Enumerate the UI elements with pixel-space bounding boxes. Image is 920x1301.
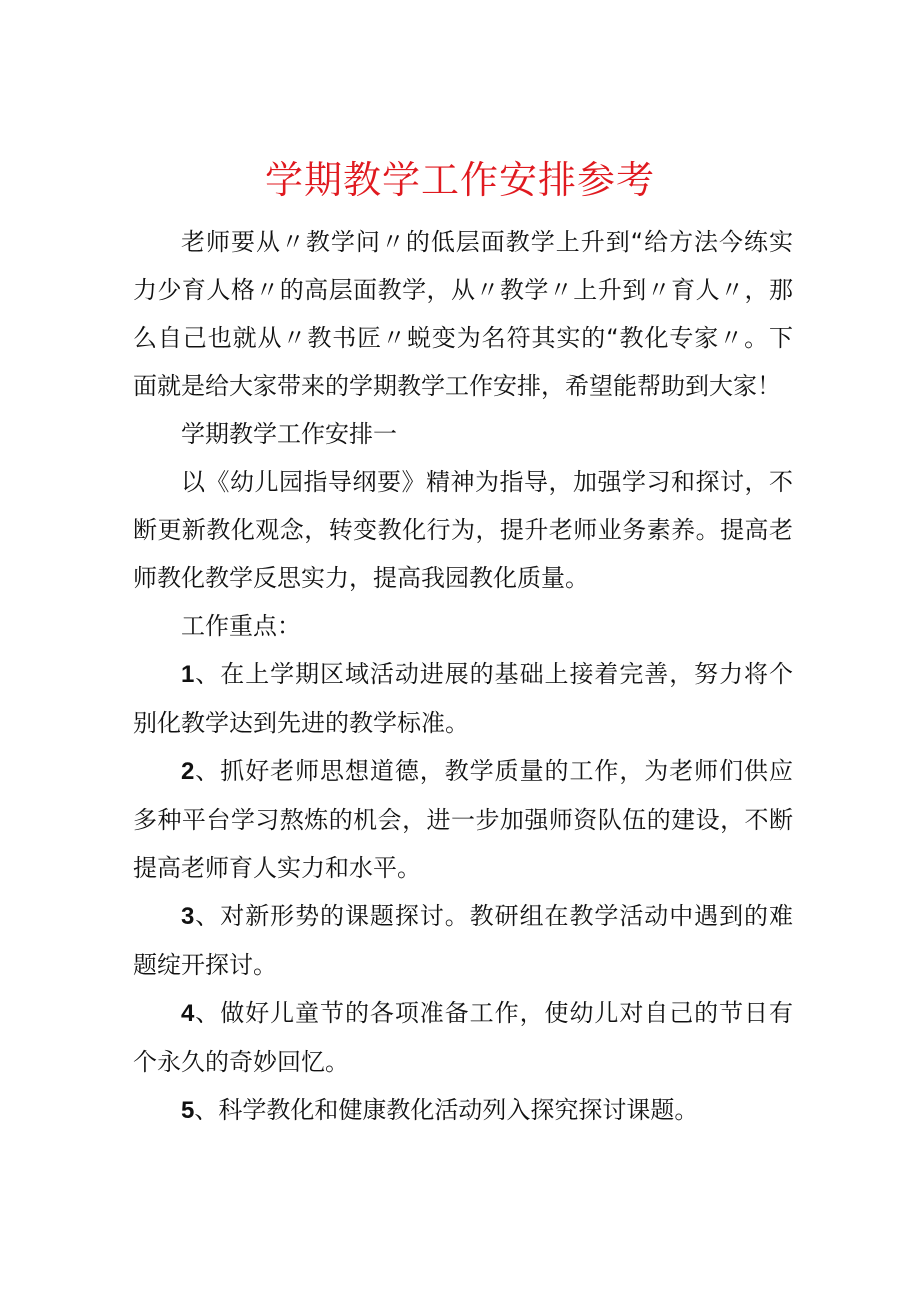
list-item-text: 、对新形势的课题探讨。教研组在教学活动中遇到的难题绽开探讨。 bbox=[133, 902, 793, 979]
list-item bbox=[133, 650, 793, 747]
document-title: 学期教学工作安排参考 bbox=[264, 158, 655, 202]
list-item bbox=[133, 989, 793, 1086]
list-item bbox=[133, 892, 793, 989]
intro-paragraph: 老师要从〃教学问〃的低层面教学上升到“给方法今练实力少育人格〃的高层面教学，从〃教学〃上升到〃育人〃，那么自己也就从〃教书匠〃蜕变为名符其实的“教化专家〃。下面就是给大家带来的学期教学工作安排，希望能帮助到大家！ bbox=[133, 228, 793, 400]
section-heading: 学期教学工作安排一 bbox=[181, 420, 397, 448]
list-item bbox=[133, 747, 793, 892]
list-item-text: 、在上学期区域活动进展的基础上接着完善，努力将个别化教学达到先进的教学标准。 bbox=[133, 660, 793, 737]
list-item-number: 5 bbox=[181, 1097, 195, 1124]
list-item bbox=[133, 1086, 793, 1135]
list-item-text: 、做好儿童节的各项准备工作，使幼儿对自己的节日有个永久的奇妙回忆。 bbox=[133, 999, 793, 1076]
guideline-paragraph: 以《幼儿园指导纲要》精神为指导，加强学习和探讨，不断更新教化观念，转变教化行为，提升老师业务素养。提高老师教化教学反思实力，提高我园教化质量。 bbox=[133, 468, 793, 592]
list-item-text: 、科学教化和健康教化活动列入探究探讨课题。 bbox=[194, 1096, 699, 1124]
list-item-number: 1 bbox=[181, 661, 195, 688]
list-item-number: 2 bbox=[181, 758, 195, 785]
work-focus-heading: 工作重点： bbox=[181, 612, 301, 640]
list-item-number: 4 bbox=[181, 1000, 195, 1027]
list-item-number: 3 bbox=[181, 903, 195, 930]
list-item-text: 、抓好老师思想道德，教学质量的工作，为老师们供应多种平台学习熬炼的机会，进一步加强师资队伍的建设，不断提高老师育人实力和水平。 bbox=[133, 757, 793, 882]
document-body bbox=[133, 218, 793, 1135]
